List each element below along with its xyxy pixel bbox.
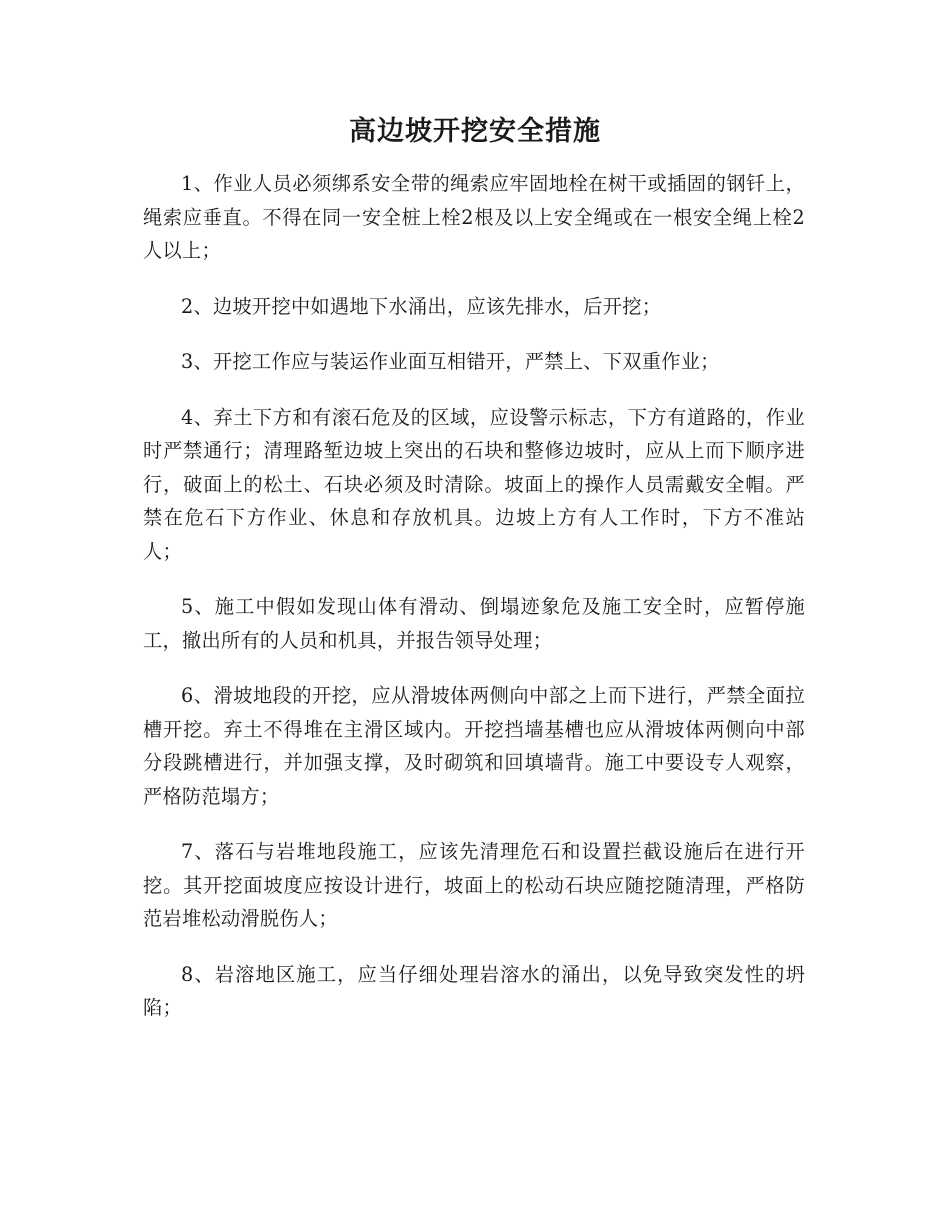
paragraph-8: 8、岩溶地区施工，应当仔细处理岩溶水的涌出，以免导致突发性的坍陷； xyxy=(143,962,805,1019)
paragraph-6: 6、滑坡地段的开挖，应从滑坡体两侧向中部之上而下进行，严禁全面拉槽开挖。弃土不得堆在主滑区域内。开挖挡墙基槽也应从滑坡体两侧向中部分段跳槽进行，并加强支撑，及时砌筑和回填墙背。施工中要设专人观察，严格防范塌方； xyxy=(143,684,805,808)
paragraph-2: 2、边坡开挖中如遇地下水涌出，应该先排水，后开挖； xyxy=(181,294,662,318)
paragraph-7: 7、落石与岩堆地段施工，应该先清理危石和设置拦截设施后在进行开挖。其开挖面坡度应按设计进行，坡面上的松动石块应随挖随清理，严格防范岩堆松动滑脱伤人； xyxy=(143,840,805,930)
paragraph-1: 1、作业人员必须绑系安全带的绳索应牢固地栓在树干或插固的钢钎上，绳索应垂直。不得在同一安全桩上栓2根及以上安全绳或在一根安全绳上栓2人以上； xyxy=(143,172,805,262)
document-body xyxy=(143,167,805,1047)
paragraph-3: 3、开挖工作应与装运作业面互相错开，严禁上、下双重作业； xyxy=(181,350,720,373)
document-title: 高边坡开挖安全措施 xyxy=(349,116,601,147)
paragraph-4: 4、弃土下方和有滚石危及的区域，应设警示标志，下方有道路的，作业时严禁通行；清理路堑边坡上突出的石块和整修边坡时，应从上而下顺序进行，破面上的松土、石块必须及时清除。坡面上的操作人员需戴安全帽。严禁在危石下方作业、休息和存放机具。边坡上方有人工作时，下方不准站人； xyxy=(143,405,805,563)
paragraph-5: 5、施工中假如发现山体有滑动、倒塌迹象危及施工安全时，应暂停施工，撤出所有的人员和机具，并报告领导处理； xyxy=(143,595,805,652)
